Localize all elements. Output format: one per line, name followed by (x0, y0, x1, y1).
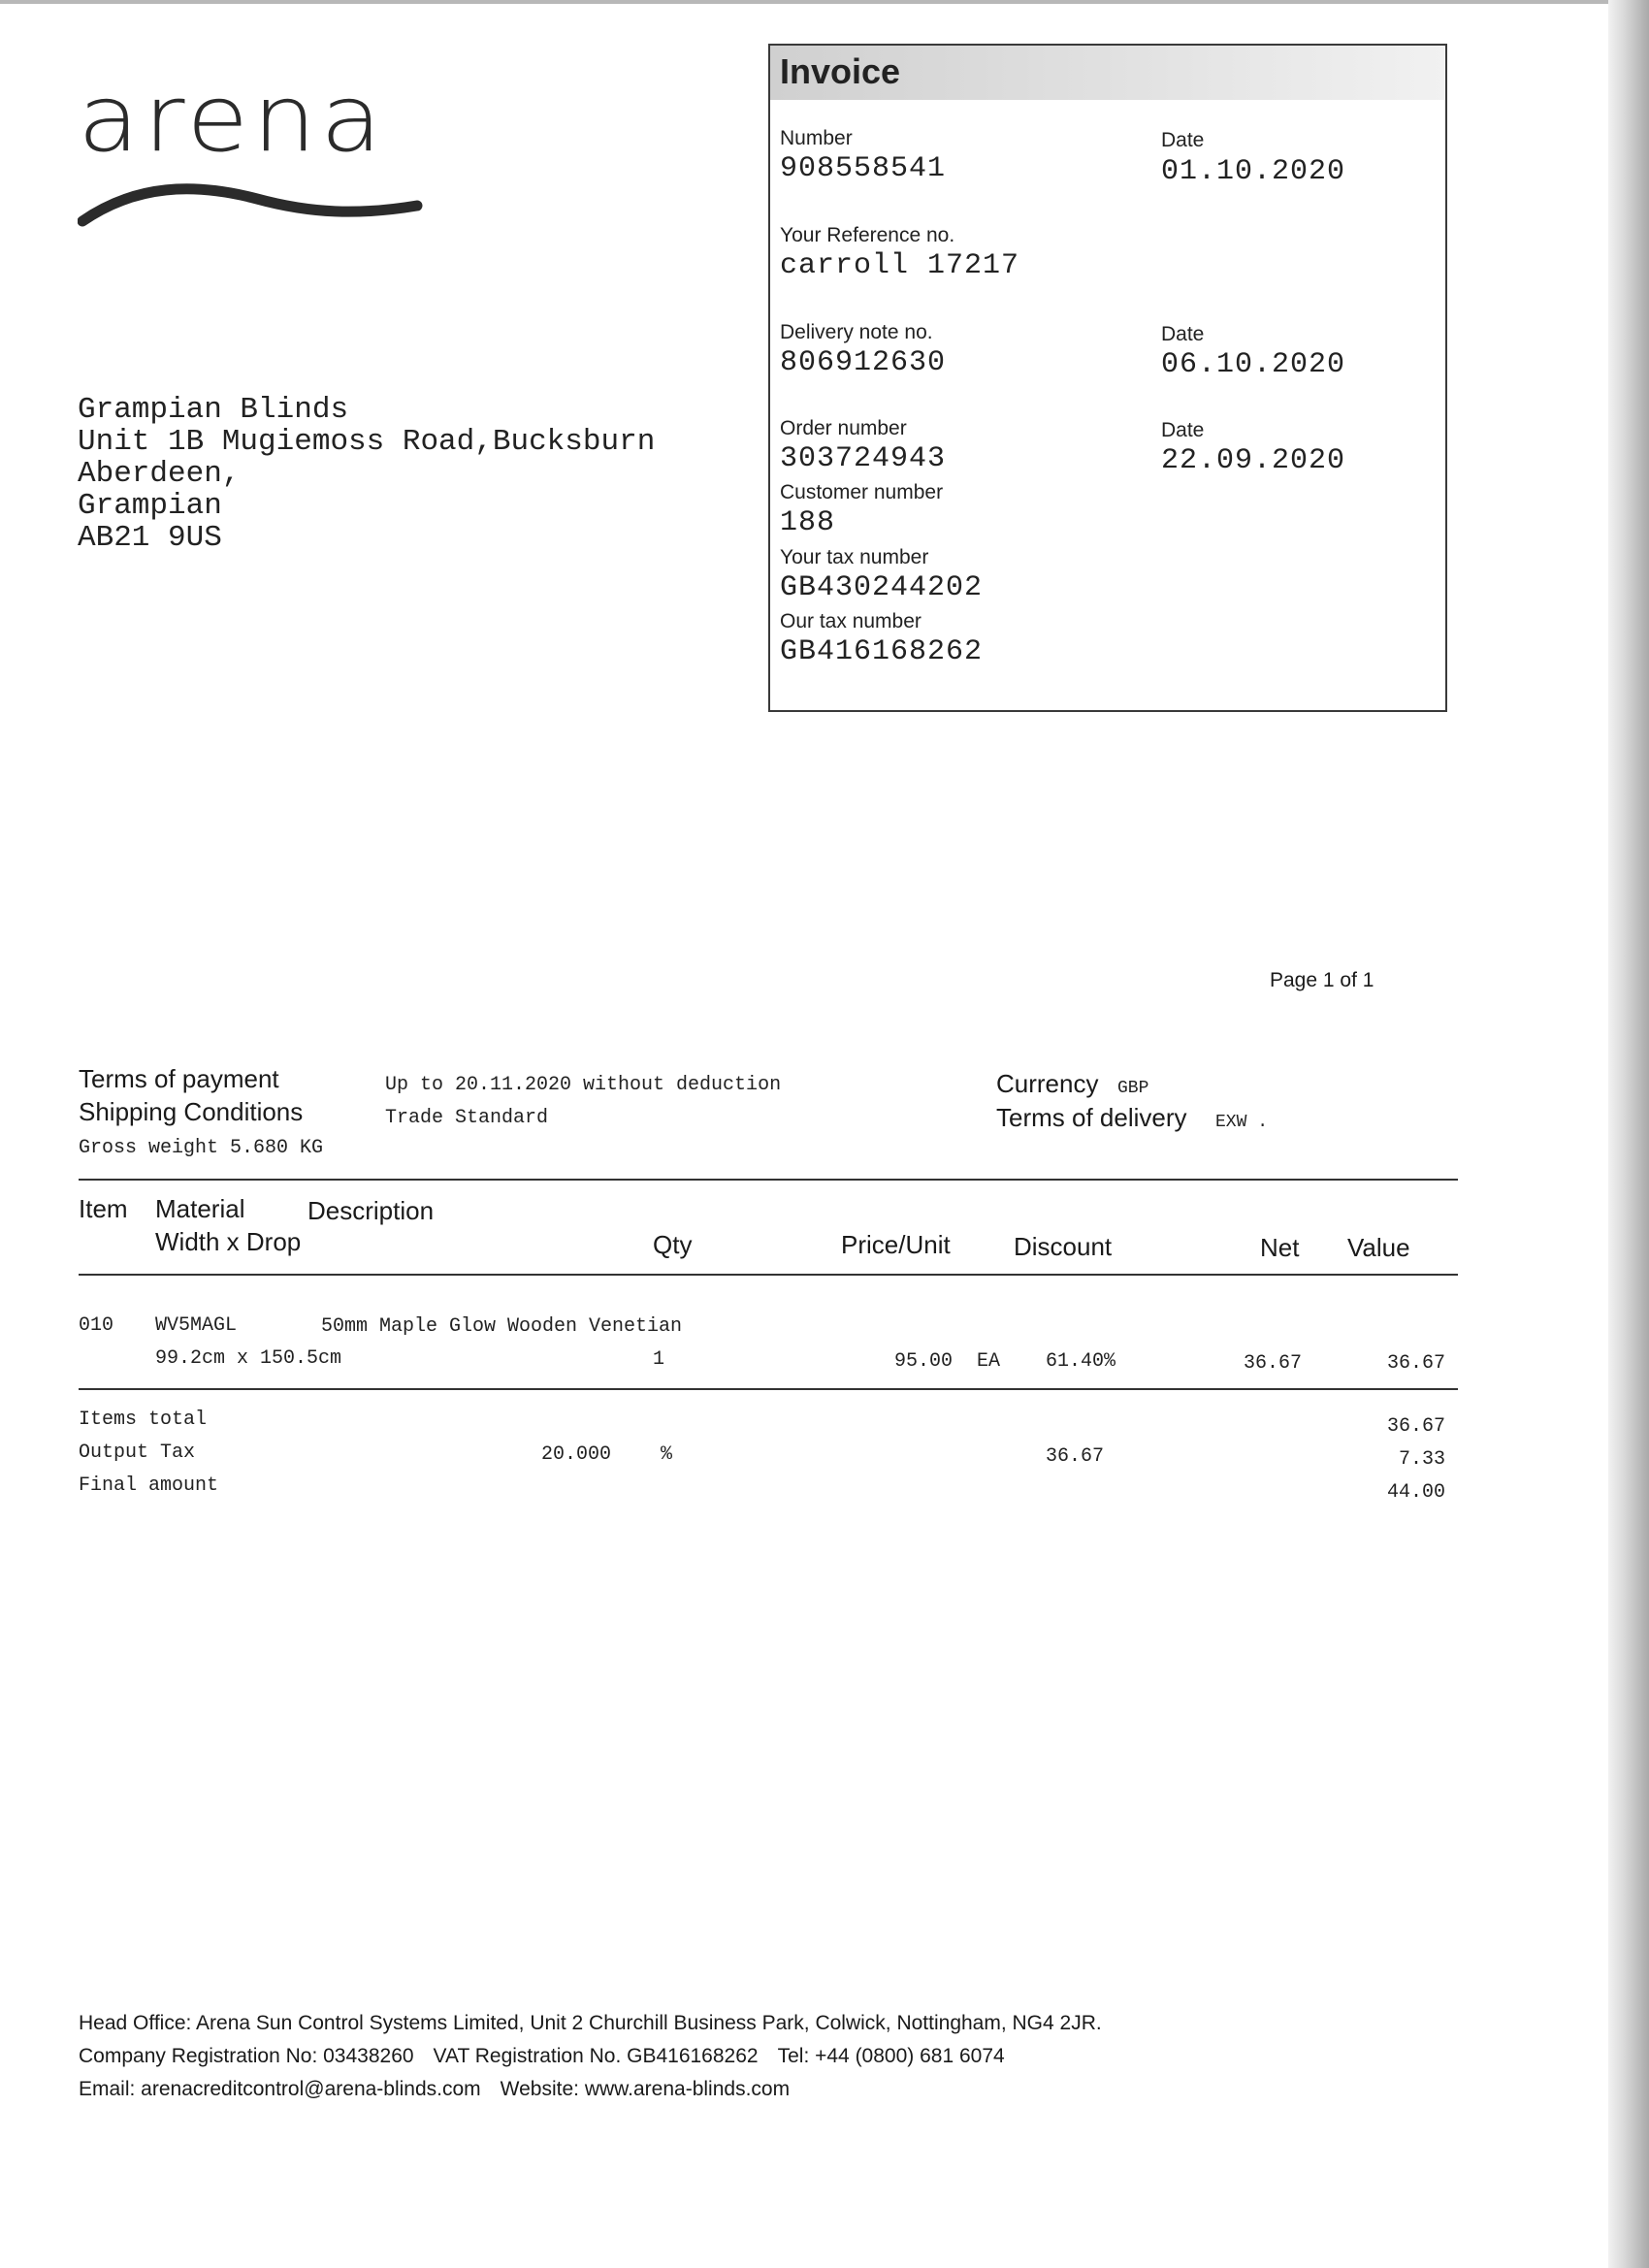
header-material: Material (155, 1194, 245, 1223)
invoice-title: Invoice (780, 51, 901, 91)
header-qty: Qty (653, 1230, 693, 1259)
currency-label: Currency (996, 1069, 1099, 1098)
your-reference-label: Your Reference no. (780, 224, 955, 246)
divider (79, 1388, 1458, 1390)
items-total-value: 36.67 (1386, 1415, 1445, 1438)
footer-head-office: Head Office: Arena Sun Control Systems Limited, Unit 2 Churchill Business Park, Colwick, Nottingham, NG4 2JR. (79, 2012, 1102, 2034)
your-reference: carroll 17217 (780, 249, 1020, 282)
logo-text: arena (78, 63, 386, 174)
delivery-date: 06.10.2020 (1161, 348, 1346, 381)
header-description: Description (307, 1196, 435, 1225)
divider (79, 1274, 1458, 1276)
delivery-terms-value: EXW . (1215, 1113, 1269, 1132)
recipient-address (78, 394, 655, 554)
row-material: WV5MAGL (155, 1314, 238, 1337)
header-discount: Discount (1014, 1232, 1113, 1261)
your-tax-number: GB430244202 (780, 571, 984, 604)
row-qty: 1 (653, 1348, 665, 1371)
number-label: Number (780, 127, 853, 149)
row-item: 010 (79, 1314, 114, 1337)
our-tax-label: Our tax number (780, 610, 922, 632)
output-tax-label: Output Tax (79, 1442, 196, 1464)
address-line: Grampian (78, 489, 222, 523)
delivery-date-label: Date (1161, 323, 1205, 345)
company-footer (79, 2007, 1102, 2106)
footer-registration-line (79, 2040, 1102, 2073)
order-date: 22.09.2020 (1161, 444, 1346, 477)
tax-amount: 7.33 (1398, 1448, 1445, 1471)
row-unit: EA (977, 1350, 1001, 1373)
row-price: 95.00 (893, 1350, 953, 1373)
delivery-note-label: Delivery note no. (780, 321, 933, 343)
header-net: Net (1260, 1233, 1300, 1262)
footer-contact-line (79, 2073, 1102, 2106)
row-discount: 61.40% (1046, 1350, 1116, 1373)
invoice-info-box (768, 44, 1447, 712)
order-number-label: Order number (780, 417, 907, 439)
divider (79, 1179, 1458, 1181)
row-net: 36.67 (1243, 1352, 1302, 1375)
items-total-label: Items total (79, 1409, 208, 1431)
customer-number: 188 (780, 506, 836, 539)
currency-value: GBP (1117, 1079, 1149, 1098)
footer-email: Email: arenacreditcontrol@arena-blinds.com (79, 2078, 481, 2100)
our-tax-number: GB416168262 (780, 635, 984, 668)
final-amount-value: 44.00 (1386, 1481, 1445, 1504)
logo-wave-icon (78, 175, 427, 233)
invoice-date: 01.10.2020 (1161, 155, 1346, 188)
gross-weight: Gross weight 5.680 KG (79, 1137, 324, 1159)
address-line: Unit 1B Mugiemoss Road,Bucksburn (78, 425, 656, 459)
address-line: Aberdeen, (78, 457, 241, 491)
header-price-unit: Price/Unit (841, 1230, 951, 1259)
address-line: AB21 9US (78, 521, 222, 555)
invoice-header-bar (770, 46, 1445, 100)
row-width-drop: 99.2cm x 150.5cm (155, 1347, 342, 1370)
invoice-date-label: Date (1161, 129, 1205, 151)
scan-top-edge (0, 0, 1649, 4)
page-indicator: Page 1 of 1 (1270, 969, 1374, 991)
scan-right-edge (1608, 0, 1649, 2268)
payment-terms-label: Terms of payment (79, 1064, 279, 1093)
footer-tel: Tel: +44 (0800) 681 6074 (777, 2045, 1005, 2067)
tax-rate: 20.000 (541, 1443, 612, 1466)
address-line: Grampian Blinds (78, 393, 349, 427)
header-item: Item (79, 1194, 128, 1223)
arena-logo (78, 63, 427, 244)
footer-vat-reg: VAT Registration No. GB416168262 (433, 2045, 759, 2067)
header-value: Value (1347, 1233, 1410, 1262)
footer-company-reg: Company Registration No: 03438260 (79, 2045, 414, 2067)
shipping-conditions-label: Shipping Conditions (79, 1097, 304, 1126)
row-value: 36.67 (1386, 1352, 1445, 1375)
delivery-terms-label: Terms of delivery (996, 1103, 1187, 1132)
tax-percent-sign: % (661, 1443, 673, 1466)
invoice-number: 908558541 (780, 152, 947, 185)
header-width-drop: Width x Drop (155, 1227, 302, 1256)
footer-website: Website: www.arena-blinds.com (500, 2078, 791, 2100)
delivery-note-number: 806912630 (780, 346, 947, 379)
final-amount-label: Final amount (79, 1474, 219, 1497)
payment-terms-value: Up to 20.11.2020 without deduction (385, 1074, 782, 1096)
shipping-conditions-value: Trade Standard (385, 1107, 549, 1129)
tax-base: 36.67 (1046, 1445, 1105, 1468)
row-description: 50mm Maple Glow Wooden Venetian (321, 1315, 683, 1338)
order-number: 303724943 (780, 442, 947, 475)
your-tax-label: Your tax number (780, 546, 929, 568)
order-date-label: Date (1161, 419, 1205, 441)
customer-number-label: Customer number (780, 481, 944, 503)
